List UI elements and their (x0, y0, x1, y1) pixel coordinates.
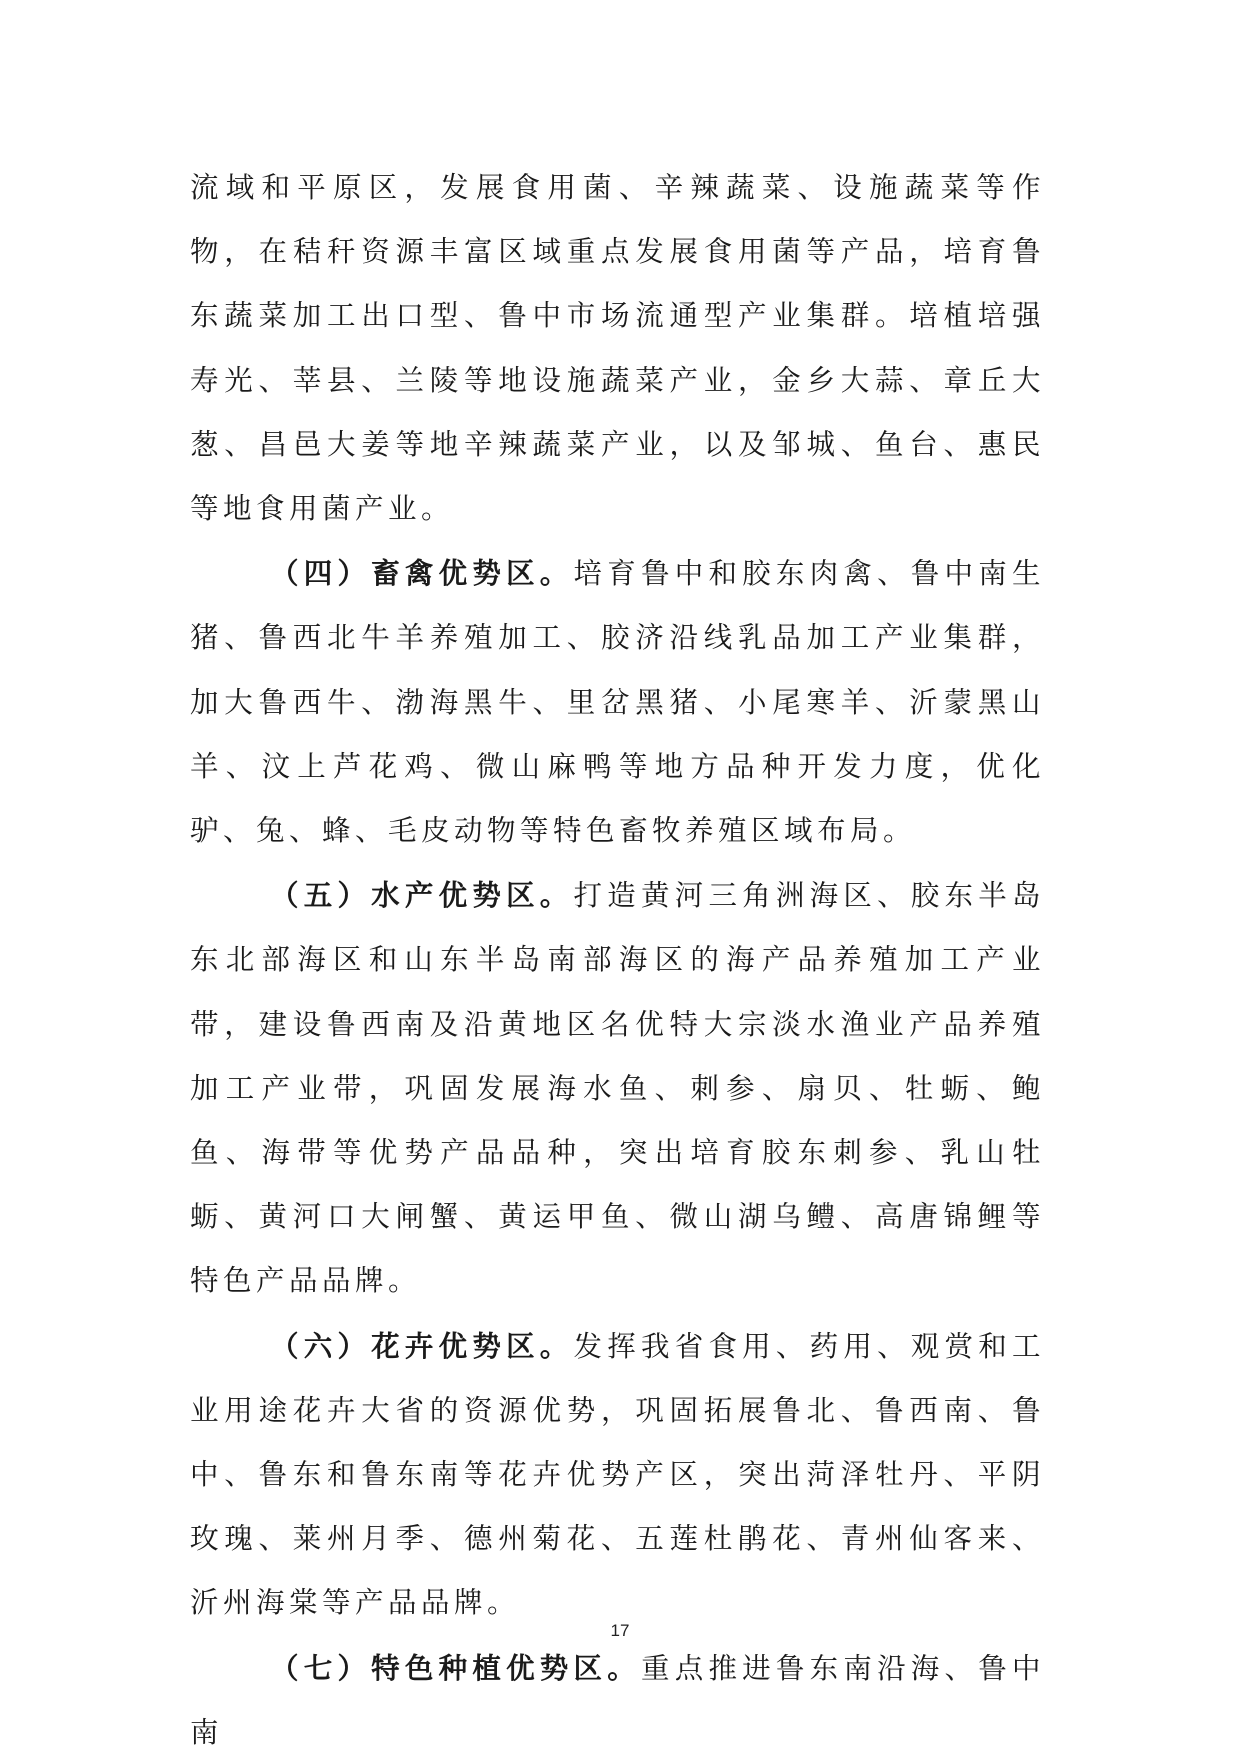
body-text (190, 156, 1045, 1754)
section-heading-flowers: （六）花卉优势区。 (270, 1328, 574, 1363)
paragraph-text: 发挥我省食用、药用、观赏和工业用途花卉大省的资源优势，巩固拓展鲁北、鲁西南、鲁中、鲁东和鲁东南等花卉优势产区，突出菏泽牡丹、平阴玫瑰、莱州月季、德州菊花、五莲杜鹃花、青州仙客来、沂州海棠等产品品牌。 (190, 1329, 1045, 1620)
paragraph-text: 重点推进鲁东南沿海、鲁中南 (190, 1651, 1045, 1749)
section-heading-aquatic: （五）水产优势区。 (270, 878, 574, 913)
paragraph-aquatic (190, 863, 1045, 1313)
section-heading-specialty-planting: （七）特色种植优势区。 (270, 1650, 641, 1685)
paragraph-flowers (190, 1314, 1045, 1636)
paragraph-vegetable-continued (190, 156, 1045, 541)
page-number: 17 (610, 1621, 630, 1640)
paragraph-specialty-planting (190, 1636, 1045, 1754)
section-heading-livestock: （四）畜禽优势区。 (270, 556, 574, 591)
paragraph-text: 打造黄河三角洲海区、胶东半岛东北部海区和山东半岛南部海区的海产品养殖加工产业带，建设鲁西南及沿黄地区名优特大宗淡水渔业产品养殖加工产业带，巩固发展海水鱼、刺参、扇贝、牡蛎、鲍鱼、海带等优势产品品种，突出培育胶东刺参、乳山牡蛎、黄河口大闸蟹、黄运甲鱼、微山湖乌鳢、高唐锦鲤等特色产品品牌。 (190, 879, 1045, 1298)
paragraph-livestock (190, 541, 1045, 863)
paragraph-text: 培育鲁中和胶东肉禽、鲁中南生猪、鲁西北牛羊养殖加工、胶济沿线乳品加工产业集群，加大鲁西牛、渤海黑牛、里岔黑猪、小尾寒羊、沂蒙黑山羊、汶上芦花鸡、微山麻鸭等地方品种开发力度，优化驴、兔、蜂、毛皮动物等特色畜牧养殖区域布局。 (190, 557, 1045, 848)
paragraph-text: 流域和平原区，发展食用菌、辛辣蔬菜、设施蔬菜等作物，在秸秆资源丰富区域重点发展食用菌等产品，培育鲁东蔬菜加工出口型、鲁中市场流通型产业集群。培植培强寿光、莘县、兰陵等地设施蔬菜产业，金乡大蒜、章丘大葱、昌邑大姜等地辛辣蔬菜产业，以及邹城、鱼台、惠民等地食用菌产业。 (190, 171, 1045, 526)
